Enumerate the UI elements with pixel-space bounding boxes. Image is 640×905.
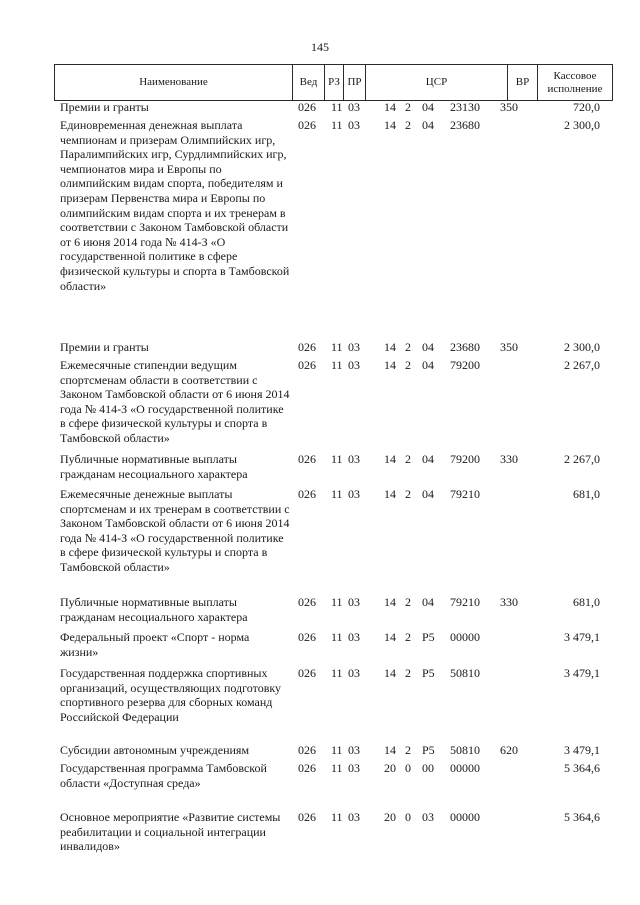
cell-pr: 03 <box>348 452 360 466</box>
cell-ved: 026 <box>298 452 316 466</box>
cell-pr: 03 <box>348 630 360 644</box>
cell-sum: 5 364,6 <box>564 761 600 775</box>
cell-ved: 026 <box>298 630 316 644</box>
cell-rz: 11 <box>331 595 343 609</box>
cell-csr-subprogram: 2 <box>405 666 411 680</box>
cell-csr-program: 14 <box>384 358 396 372</box>
cell-csr-program: 14 <box>384 118 396 132</box>
row-name: Федеральный проект «Спорт - норма жизни» <box>60 630 250 659</box>
cell-vr: 330 <box>500 595 518 609</box>
header-ved: Вед <box>293 65 325 101</box>
cell-csr-direction: 50810 <box>450 743 480 757</box>
table-row <box>0 100 640 115</box>
table-row <box>0 595 640 630</box>
cell-sum: 3 479,1 <box>564 666 600 680</box>
table-row <box>0 743 640 761</box>
table-row <box>0 630 640 666</box>
cell-csr-subprogram: 0 <box>405 761 411 775</box>
cell-csr-direction: 79210 <box>450 595 480 609</box>
cell-vr: 350 <box>500 340 518 354</box>
cell-csr-direction: 00000 <box>450 630 480 644</box>
cell-csr-program: 20 <box>384 810 396 824</box>
cell-rz: 11 <box>331 743 343 757</box>
table-body <box>0 100 640 860</box>
cell-ved: 026 <box>298 761 316 775</box>
cell-ved: 026 <box>298 666 316 680</box>
cell-csr-subprogram: 2 <box>405 358 411 372</box>
cell-csr-subprogram: 2 <box>405 340 411 354</box>
table-row <box>0 118 640 340</box>
table-row <box>0 358 640 452</box>
header-csr: ЦСР <box>366 65 508 101</box>
cell-pr: 03 <box>348 595 360 609</box>
header-vr: ВР <box>508 65 538 101</box>
cell-vr: 330 <box>500 452 518 466</box>
cell-csr-program: 14 <box>384 487 396 501</box>
cell-ved: 026 <box>298 487 316 501</box>
cell-pr: 03 <box>348 340 360 354</box>
cell-csr-program: 14 <box>384 743 396 757</box>
table-row <box>0 452 640 487</box>
cell-pr: 03 <box>348 118 360 132</box>
cell-csr-activity: P5 <box>422 743 435 757</box>
cell-csr-direction: 79200 <box>450 358 480 372</box>
table-row <box>0 810 640 860</box>
table-row <box>0 487 640 595</box>
cell-ved: 026 <box>298 595 316 609</box>
cell-csr-subprogram: 0 <box>405 810 411 824</box>
row-name: Единовременная денежная выплата чемпионам и призерам Олимпийских игр, Паралимпийских игр, Сурдлимпийских игр, чемпионатов мира и Европы по олимпийским видам спорта, победителям и призерам Первенства мира и Европы по олимпийским видам спорта и их тренерам в соответствии с Законом Тамбовской области от 6 июня 2014 года № 414-З «О государственной политике в сфере физической культуры и спорта в Тамбовской области» <box>60 118 290 293</box>
cell-csr-activity: 04 <box>422 595 434 609</box>
table-row <box>0 666 640 743</box>
cell-rz: 11 <box>331 487 343 501</box>
cell-csr-program: 14 <box>384 340 396 354</box>
cell-pr: 03 <box>348 743 360 757</box>
table-row <box>0 340 640 355</box>
cell-sum: 5 364,6 <box>564 810 600 824</box>
cell-csr-subprogram: 2 <box>405 630 411 644</box>
cell-sum: 2 267,0 <box>564 452 600 466</box>
header-name: Наименование <box>55 65 293 101</box>
cell-csr-activity: 04 <box>422 118 434 132</box>
cell-csr-direction: 23130 <box>450 100 480 114</box>
cell-csr-direction: 79200 <box>450 452 480 466</box>
cell-csr-subprogram: 2 <box>405 487 411 501</box>
cell-pr: 03 <box>348 358 360 372</box>
row-name: Государственная программа Тамбовской области «Доступная среда» <box>60 761 267 790</box>
cell-csr-activity: 04 <box>422 487 434 501</box>
cell-rz: 11 <box>331 100 343 114</box>
cell-pr: 03 <box>348 666 360 680</box>
cell-csr-program: 20 <box>384 761 396 775</box>
cell-ved: 026 <box>298 100 316 114</box>
cell-csr-activity: P5 <box>422 666 435 680</box>
cell-csr-activity: 04 <box>422 100 434 114</box>
cell-rz: 11 <box>331 118 343 132</box>
row-name: Государственная поддержка спортивных организаций, осуществляющих подготовку спортивного резерва для сборных команд Российской Федерации <box>60 666 282 724</box>
cell-rz: 11 <box>331 666 343 680</box>
page-number: 145 <box>311 40 329 54</box>
cell-csr-direction: 79210 <box>450 487 480 501</box>
table-row <box>0 761 640 810</box>
cell-csr-activity: 04 <box>422 452 434 466</box>
row-name: Премии и гранты <box>60 340 149 354</box>
cell-csr-activity: 04 <box>422 340 434 354</box>
cell-ved: 026 <box>298 358 316 372</box>
cell-pr: 03 <box>348 810 360 824</box>
cell-rz: 11 <box>331 340 343 354</box>
cell-pr: 03 <box>348 100 360 114</box>
cell-ved: 026 <box>298 810 316 824</box>
cell-csr-direction: 50810 <box>450 666 480 680</box>
cell-sum: 720,0 <box>573 100 600 114</box>
cell-csr-subprogram: 2 <box>405 452 411 466</box>
cell-csr-program: 14 <box>384 666 396 680</box>
cell-sum: 2 267,0 <box>564 358 600 372</box>
cell-pr: 03 <box>348 487 360 501</box>
cell-csr-program: 14 <box>384 595 396 609</box>
cell-sum: 681,0 <box>573 595 600 609</box>
cell-csr-program: 14 <box>384 100 396 114</box>
table-header <box>54 64 613 101</box>
header-pr: ПР <box>344 65 366 101</box>
cell-rz: 11 <box>331 630 343 644</box>
cell-sum: 681,0 <box>573 487 600 501</box>
cell-sum: 3 479,1 <box>564 630 600 644</box>
header-sum: Кассовое исполнение <box>538 65 613 101</box>
cell-sum: 2 300,0 <box>564 118 600 132</box>
cell-csr-direction: 00000 <box>450 761 480 775</box>
cell-ved: 026 <box>298 118 316 132</box>
row-name: Публичные нормативные выплаты гражданам несоциального характера <box>60 595 248 624</box>
cell-csr-program: 14 <box>384 452 396 466</box>
cell-csr-activity: 04 <box>422 358 434 372</box>
cell-csr-activity: 03 <box>422 810 434 824</box>
cell-csr-activity: P5 <box>422 630 435 644</box>
cell-csr-direction: 23680 <box>450 340 480 354</box>
row-name: Ежемесячные денежные выплаты спортсменам и их тренерам в соответствии с Законом Тамбовской области от 6 июня 2014 года № 414-З «О государственной политике в сфере физической культуры и спорта в Тамбовской области» <box>60 487 290 574</box>
cell-csr-subprogram: 2 <box>405 100 411 114</box>
cell-sum: 2 300,0 <box>564 340 600 354</box>
cell-csr-direction: 00000 <box>450 810 480 824</box>
cell-ved: 026 <box>298 340 316 354</box>
cell-sum: 3 479,1 <box>564 743 600 757</box>
cell-csr-direction: 23680 <box>450 118 480 132</box>
cell-rz: 11 <box>331 810 343 824</box>
cell-vr: 620 <box>500 743 518 757</box>
cell-csr-subprogram: 2 <box>405 743 411 757</box>
cell-csr-subprogram: 2 <box>405 595 411 609</box>
cell-rz: 11 <box>331 761 343 775</box>
row-name: Премии и гранты <box>60 100 149 114</box>
cell-csr-subprogram: 2 <box>405 118 411 132</box>
cell-vr: 350 <box>500 100 518 114</box>
cell-csr-activity: 00 <box>422 761 434 775</box>
row-name: Ежемесячные стипендии ведущим спортсменам области в соответствии с Законом Тамбовской области от 6 июня 2014 года № 414-З «О государственной политике в сфере физической культуры и спорта в Тамбовской области» <box>60 358 290 445</box>
row-name: Субсидии автономным учреждениям <box>60 743 250 757</box>
cell-csr-program: 14 <box>384 630 396 644</box>
row-name: Публичные нормативные выплаты гражданам несоциального характера <box>60 452 248 481</box>
cell-rz: 11 <box>331 358 343 372</box>
cell-pr: 03 <box>348 761 360 775</box>
cell-ved: 026 <box>298 743 316 757</box>
cell-rz: 11 <box>331 452 343 466</box>
row-name: Основное мероприятие «Развитие системы реабилитации и социальной интеграции инвалидов» <box>60 810 281 854</box>
header-rz: РЗ <box>325 65 344 101</box>
